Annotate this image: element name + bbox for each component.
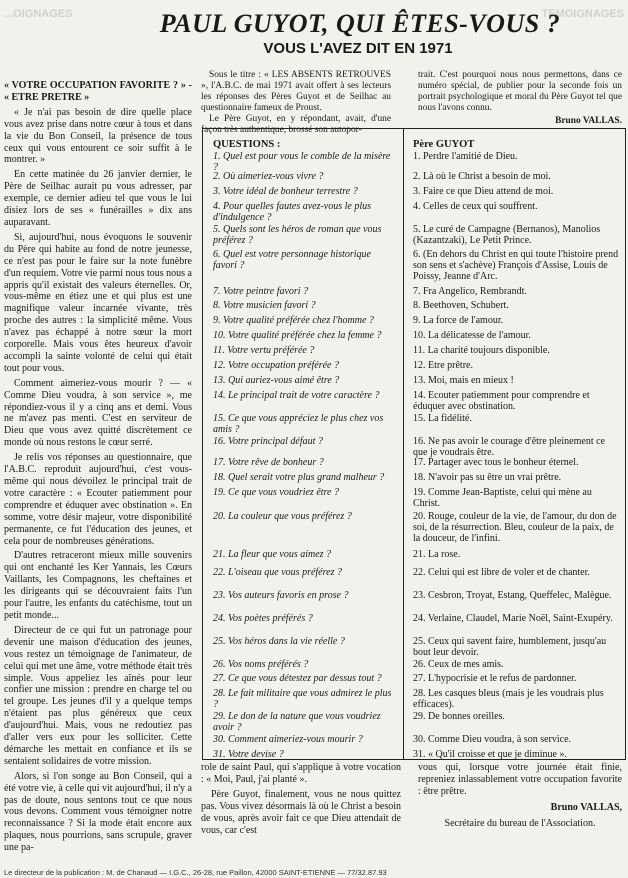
answer-text: 25. Ceux qui savent faire, humblement, jusqu'au bout leur devoir. [413, 636, 607, 659]
column-divider [403, 129, 404, 759]
answer-text: 29. De bonnes oreilles. [413, 711, 505, 722]
question-text: 20. La couleur que vous préférez ? [213, 511, 352, 522]
answer-text: 2. Là où le Christ a besoin de moi. [413, 171, 551, 182]
intro-paragraph: Sous le titre : « LES ABSENTS RETROUVES », l'A.B.C. de mai 1971 avait offert à ses lecteurs les réponses des Pères Guyot et de Seilhac au questionnaire fameux de Proust. [201, 70, 391, 113]
question-text: 19. Ce que vous voudriez être ? [213, 487, 339, 498]
question-text: 11. Votre vertu préférée ? [213, 345, 315, 356]
paragraph: Si, aujourd'hui, nous évoquons le souvenir du Père qui habite au fond de notre jeunesse, ce n'est pas pour le faire sur la note funèbre d'un requiem. Votre vie parmi nous tous nous a appris qu'il existait des valeurs éternelles. Or, vous-même en étiez une et qui plus est une magnifique valeur incarnée vivante, très proche des autres : la simplicité même. Vous n'avez pas échappé à notre sœur la mort corporelle. Mais vous êtes heureux d'avoir accompli la sainte volonté de celui qui était tout pour vous. [4, 231, 192, 374]
paragraph: Comment aimeriez-vous mourir ? — « Comme Dieu voudra, à son service », me répondiez-vous il y a cinq ans et demi. Vous ne m'avez pas menti. C'est en serviteur de Dieu que vous avez quitté discrètement ce monde où nous restons le cœur serré. [4, 377, 192, 449]
question-text: 1. Quel est pour vous le comble de la misère ? [213, 151, 391, 174]
answer-text: 1. Perdre l'amitié de Dieu. [413, 151, 518, 162]
paragraph: D'autres retraceront mieux mille souvenirs qui ont enchanté les Ker Yannais, les Cœurs Vaillants, les Compagnons, les cheftaines et les dirigeants qui se découvraient faits l'un pour l'autre, les enfants du catéchisme, tout un petit monde... [4, 550, 192, 621]
answer-text: 9. La force de l'amour. [413, 315, 504, 326]
paragraph: « Je n'ai pas besoin de dire quelle place vous avez prise dans notre cœur à tous et dans la vie du Bon Conseil, la présence de tous ceux qui vous entourent ce soir suffit à le montrer. » [4, 106, 192, 166]
intro-column-2 [418, 70, 622, 127]
question-text: 9. Votre qualité préférée chez l'homme ? [213, 315, 374, 326]
answer-text: 17. Partager avec tous le bonheur éternel. [413, 457, 579, 468]
answer-text: 22. Celui qui est libre de voler et de chanter. [413, 567, 590, 578]
paragraph: Alors, si l'on songe au Bon Conseil, qui a été votre vie, à celle qui vit aujourd'hui, il n'y a pas de doute, nous sentons tout ce que nous vous devons. Comment vous témoigner notre reconnaissance ? Si la mode était encore aux plaques, nous pourrions, sans scrupule, graver une pa- [4, 770, 192, 854]
answer-text: 13. Moi, mais en mieux ! [413, 375, 514, 386]
answer-text: 24. Verlaine, Claudel, Marie Noël, Saint-Exupéry. [413, 613, 613, 624]
answers-header: Père GUYOT [413, 139, 475, 150]
bottom-middle-column [201, 762, 401, 839]
paragraph: Père Guyot, finalement, vous ne nous quittez pas. Vous vivez désormais là où le Christ a besoin de vous, après avoir fait ce que Dieu attendait de vous, car c'est [201, 788, 401, 836]
question-text: 25. Vos héros dans la vie réelle ? [213, 636, 345, 647]
question-text: 24. Vos poètes préférés ? [213, 613, 313, 624]
intro-column-1 [201, 70, 391, 135]
question-text: 28. Le fait militaire que vous admirez le plus ? [213, 688, 392, 711]
answer-text: 7. Fra Angelico, Rembrandt. [413, 286, 527, 297]
answer-text: 15. La fidélité. [413, 413, 472, 424]
question-text: 17. Votre rêve de bonheur ? [213, 457, 324, 468]
page-title: PAUL GUYOT, QUI ÊTES-VOUS ? [159, 9, 561, 38]
left-column [4, 80, 192, 857]
question-text: 14. Le principal trait de votre caractère ? [213, 390, 380, 401]
question-text: 5. Quels sont les héros de roman que vous préférez ? [213, 224, 382, 247]
lead-quote: « VOTRE OCCUPATION FAVORITE ? » - « ETRE PRETRE » [4, 80, 192, 103]
question-text: 27. Ce que vous détestez par dessus tout ? [213, 673, 382, 684]
answer-text: 30. Comme Dieu voudra, à son service. [413, 734, 572, 745]
question-text: 13. Qui auriez-vous aimé être ? [213, 375, 340, 386]
question-text: 23. Vos auteurs favoris en prose ? [213, 590, 349, 601]
answer-text: 19. Comme Jean-Baptiste, celui qui mène au Christ. [413, 487, 592, 510]
intro-paragraph: Le Père Guyot, en y répondant, avait, d'une façon très authentique, brossé son autopor- [201, 113, 391, 135]
paragraph: En cette matinée du 26 janvier dernier, le Père de Seilhac aurait pu vous adresser, par exemple, ce dernier adieu tel que vous le lui disiez lors de ses « funérailles » dix ans auparavant. [4, 169, 192, 228]
answer-text: 18. N'avoir pas su être un vrai prêtre. [413, 472, 562, 483]
question-text: 15. Ce que vous appréciez le plus chez vos amis ? [213, 413, 384, 436]
paragraph: Directeur de ce qui fut un patronage pour devenir une maison d'éducation des jeunes, vous restez un témoignage de l'animateur, de celui qui met une âme, votre méthode était très simple. Vous appeliez les aînés pour leur confier une mission : prendre en charge tel ou tel groupe. Les jeunes d'il y a quelque temps n'étaient pas plus généreux que ceux d'aujourd'hui. Mais, vous ne redoutiez pas d'aller vers eux pour les solliciter. Cette démarche les mettait en confiance et ils se sentaient solidaires de votre mission. [4, 624, 192, 767]
questions-header: QUESTIONS : [213, 139, 281, 150]
intro-signature: Bruno VALLAS. [555, 115, 622, 126]
ghost-header-right: TEMOIGNAGES [541, 8, 624, 20]
question-text: 10. Votre qualité préférée chez la femme ? [213, 330, 382, 341]
answer-text: 20. Rouge, couleur de la vie, de l'amour, du don de soi, de la résurrection. Bleu, couleur de la paix, de la douceur, de l'infini. [413, 511, 617, 545]
question-text: 22. L'oiseau que vous préférez ? [213, 567, 342, 578]
answer-text: 4. Celles de ceux qui souffrent. [413, 201, 538, 212]
question-text: 7. Votre peintre favori ? [213, 286, 309, 297]
question-text: 16. Votre principal défaut ? [213, 436, 323, 447]
answer-text: 23. Cesbron, Troyat, Estang, Queffelec, Malègue. [413, 590, 612, 601]
answer-text: 27. L'hypocrisie et le refus de pardonner. [413, 673, 577, 684]
question-text: 29. Le don de la nature que vous voudriez avoir ? [213, 711, 381, 734]
footer-credits: Le directeur de la publication : M. de Chanaud — I.G.C., 26-28, rue Paillon, 42000 SAINT-ETIENNE — 77/32.87.93 [4, 868, 387, 877]
answer-text: 11. La charité toujours disponible. [413, 345, 550, 356]
question-text: 6. Quel est votre personnage historique favori ? [213, 249, 371, 272]
question-text: 4. Pour quelles fautes avez-vous le plus d'indulgence ? [213, 201, 372, 224]
paragraph: vous qui, lorsque votre journée était finie, repreniez inlassablement votre occupation favorite : être prêtre. [418, 762, 622, 797]
page-subtitle: VOUS L'AVEZ DIT EN 1971 [263, 40, 453, 57]
ghost-header-left: ...OIGNAGES [4, 8, 73, 20]
question-text: 3. Votre idéal de bonheur terrestre ? [213, 186, 358, 197]
answer-text: 3. Faire ce que Dieu attend de moi. [413, 186, 554, 197]
question-text: 30. Comment aimeriez-vous mourir ? [213, 734, 363, 745]
question-text: 8. Votre musicien favori ? [213, 300, 316, 311]
question-text: 18. Quel serait votre plus grand malheur ? [213, 472, 385, 483]
question-text: 2. Où aimeriez-vous vivre ? [213, 171, 324, 182]
answer-text: 28. Les casques bleus (mais je les voudrais plus efficaces). [413, 688, 604, 711]
signature-role: Secrétaire du bureau de l'Association. [444, 817, 596, 829]
answer-text: 21. La rose. [413, 549, 461, 560]
answer-text: 12. Etre prêtre. [413, 360, 473, 371]
answer-text: 31. « Qu'il croisse et que je diminue ». [413, 749, 567, 760]
questionnaire-box [202, 128, 626, 760]
answer-text: 10. La délicatesse de l'amour. [413, 330, 531, 341]
paragraph: Je relis vos réponses au questionnaire, que l'A.B.C. reproduit aujourd'hui, c'est vous-même qui nous dévoilez le principal trait de votre caractère : « Ecouter patiemment pour comprendre et éduquer avec obstination ». En somme, votre désir majeur, votre disponibilité permanente, ce fut l'éducation des jeunes, et cela pour de nombreuses générations. [4, 452, 192, 547]
question-text: 31. Votre devise ? [213, 749, 284, 760]
answer-text: 5. Le curé de Campagne (Bernanos), Manolios (Kazantzaki), Le Petit Prince. [413, 224, 601, 247]
question-text: 26. Vos noms préférés ? [213, 659, 309, 670]
intro-paragraph: trait. C'est pourquoi nous nous permettons, dans ce numéro spécial, de publier pour la seconde fois un portrait psychologique et moral du Père Guyot tel que nous l'avons connu. [418, 70, 622, 113]
answer-text: 8. Beethoven, Schubert. [413, 300, 509, 311]
answer-text: 26. Ceux de mes amis. [413, 659, 504, 670]
signature-name: Bruno VALLAS, [550, 801, 622, 813]
answer-text: 6. (En dehors du Christ en qui toute l'histoire prend son sens et s'achève) François d'Assise, Louis de Poissy, Jeanne d'Arc. [413, 249, 619, 283]
question-text: 12. Votre occupation préférée ? [213, 360, 339, 371]
answer-text: 16. Ne pas avoir le courage d'être pleinement ce que je voudrais être. [413, 436, 605, 459]
answer-text: 14. Ecouter patiemment pour comprendre et éduquer avec obstination. [413, 390, 590, 413]
question-text: 21. La fleur que vous aimez ? [213, 549, 332, 560]
bottom-right-column [418, 762, 622, 833]
paragraph: role de saint Paul, qui s'applique à votre vocation : « Moi, Paul, j'ai planté ». [201, 762, 401, 785]
